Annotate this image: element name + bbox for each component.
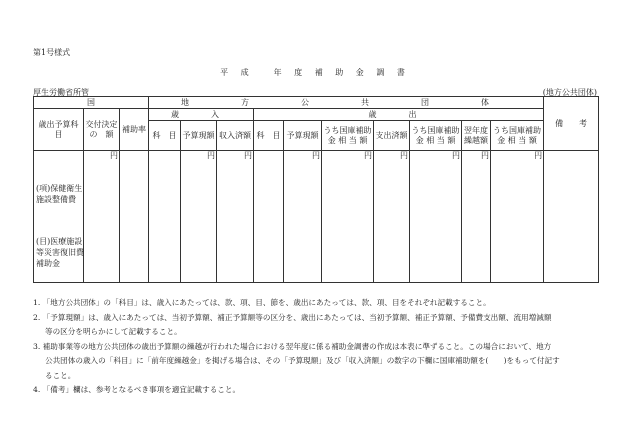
header-exp-budget: 予算現額 xyxy=(284,121,322,151)
header-carryover: 翌年度繰越額 xyxy=(462,121,491,151)
yen-unit: 円 xyxy=(462,151,491,283)
org-label: (地方公共団体) xyxy=(542,88,597,97)
yen-unit: 円 xyxy=(181,151,217,283)
yen-unit: 円 xyxy=(410,151,462,283)
note-3-cont2: ること。 xyxy=(45,370,76,380)
header-account: 歳出予算科目 xyxy=(34,109,84,151)
note-3: 3. 補助事業等の地方公共団体の歳出予算額の繰越が行われた場合における翌年度に係る補助金調書の作成は本表に準ずること。この場合において、地方 xyxy=(33,341,552,351)
cell xyxy=(254,151,284,283)
account-item-1: (項)保健衛生施設整備費 xyxy=(36,184,83,204)
note-3-cont: 公共団体の歳入の「科目」に「前年度繰越金」を掲げる場合は、その「予算現額」及び「収入済額」の数字の下欄に国庫補助額を( )をもって付記す xyxy=(45,356,560,365)
header-grant-decision: 交付決定の 額 xyxy=(84,109,120,151)
yen-unit: 円 xyxy=(374,151,410,283)
form-number: 第1号様式 xyxy=(33,48,71,57)
yen-unit: 円 xyxy=(284,151,322,283)
header-revenue: 歳 入 xyxy=(149,109,254,121)
cell xyxy=(120,151,149,283)
header-rev-item: 科 目 xyxy=(149,121,181,151)
header-carryover-national: うち国庫補助金 相 当 額 xyxy=(491,121,544,151)
header-subsidy-rate: 補助率 xyxy=(120,109,149,151)
header-local: 地 方 公 共 団 体 xyxy=(149,97,544,109)
header-exp-paid-national: うち国庫補助金 相 当 額 xyxy=(410,121,462,151)
title-rest: 年 度 補 助 金 調 書 xyxy=(273,68,410,77)
ministry-label: 厚生労働省所管 xyxy=(33,88,89,97)
note-4: 4. 「備考」欄は、参考となるべき事項を適宜記載すること。 xyxy=(33,385,241,394)
document-title xyxy=(0,67,630,78)
notes xyxy=(33,296,560,398)
header-exp-paid: 支出済額 xyxy=(374,121,410,151)
yen-unit: 円 xyxy=(84,151,120,283)
header-rev-budget: 予算現額 xyxy=(181,121,217,151)
header-national: 国 xyxy=(34,97,149,109)
yen-unit: 円 xyxy=(217,151,254,283)
yen-unit: 円 xyxy=(322,151,374,283)
header-remarks: 備 考 xyxy=(544,97,599,151)
cell-remarks xyxy=(544,151,599,283)
title-era: 平 成 xyxy=(220,68,254,77)
yen-unit: 円 xyxy=(491,151,544,283)
note-2: 2. 「予算現額」は、歳入にあたっては、当初予算額、補正予算額等の区分を、歳出にあたっては、当初予算額、補正予算額、予備費支出額、流用増減額 xyxy=(33,312,552,322)
header-exp-budget-national: うち国庫補助金 相 当 額 xyxy=(322,121,374,151)
note-1: 1. 「地方公共団体」の「科目」は、歳入にあたっては、款、項、目、節を、歳出にあたっては、款、項、目をそれぞれ記載すること。 xyxy=(33,298,491,307)
header-expenditure: 歳 出 xyxy=(254,109,544,121)
header-rev-received: 収入済額 xyxy=(217,121,254,151)
account-item-2: (目)医療施設等災害復旧費補助金 xyxy=(36,237,84,268)
subsidy-table xyxy=(33,96,599,283)
cell xyxy=(149,151,181,283)
note-2-cont: 等の区分を明らかにして記載すること。 xyxy=(45,327,182,336)
header-exp-item: 科 目 xyxy=(254,121,284,151)
